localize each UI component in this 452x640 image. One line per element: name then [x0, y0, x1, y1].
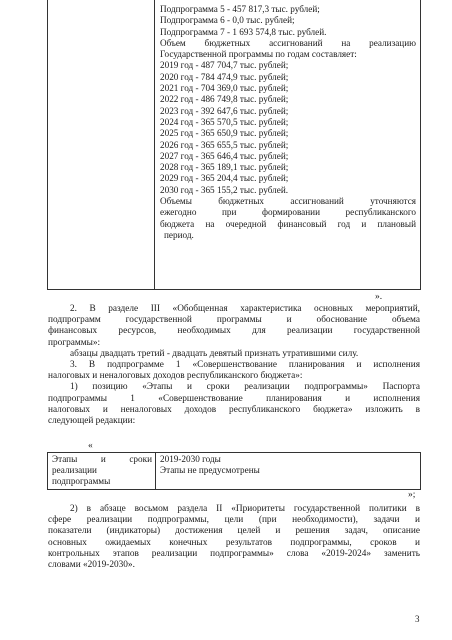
section-2-text: [48, 304, 420, 427]
opening-quote: «: [88, 441, 93, 451]
table-line: 2022 год - 486 749,8 тыс. рублей;: [160, 94, 289, 105]
cell-line: реализации: [52, 465, 97, 475]
cell-line: Этапы и сроки: [52, 454, 152, 464]
paragraph-line: сфере реализации подпрограммы, цели (при необходимости), задачи и: [48, 515, 420, 526]
section-last-text: [48, 504, 420, 571]
table-column-divider: [154, 0, 155, 289]
table-line: 2027 год - 365 646,4 тыс. рублей;: [160, 150, 289, 161]
paragraph-line: абзацы двадцать третий - двадцать девятый признать утратившими силу.: [70, 348, 359, 359]
table-line: бюджета на очередной финансовый год и плановый: [160, 218, 416, 229]
financing-text: [160, 4, 416, 241]
table-line: 2029 год - 365 204,4 тыс. рублей;: [160, 173, 289, 184]
paragraph-line: словами «2019-2030».: [48, 560, 135, 571]
paragraph-line: основных ожидаемых конечных результатов подпрограммы, сроков и: [48, 537, 420, 548]
paragraph-line: контрольных этапов реализации подпрограммы» слова «2019-2024» заменить: [48, 548, 420, 559]
closing-quote: ».: [375, 292, 383, 302]
table-line: 2025 год - 365 650,9 тыс. рублей;: [160, 128, 289, 139]
table-column-divider: [155, 453, 156, 489]
table-line: 2020 год - 784 474,9 тыс. рублей;: [160, 71, 289, 82]
table-line: 2021 год - 704 369,0 тыс. рублей;: [160, 83, 289, 94]
table-line: период.: [164, 229, 194, 240]
closing-quote: »;: [408, 490, 416, 500]
paragraph-line: подпрограмм государственной программы и обоснование объема: [48, 315, 420, 326]
paragraph-line: налоговых и неналоговых доходов республиканского бюджета»:: [48, 371, 303, 382]
table-line: 2019 год - 487 704,7 тыс. рублей;: [160, 60, 289, 71]
table-line: 2026 год - 365 655,5 тыс. рублей;: [160, 139, 289, 150]
table-line: Подпрограмма 7 - 1 693 574,8 тыс. рублей.: [160, 26, 327, 37]
paragraph-line: 3. В подпрограмме 1 «Совершенствование планирования и исполнения: [70, 360, 420, 371]
paragraph-line: следующей редакции:: [48, 416, 136, 427]
financing-table: [47, 0, 421, 290]
stages-value-cell: [160, 454, 410, 476]
paragraph-line: показатели (индикаторы) достижения целей и решения задач, описание: [48, 526, 420, 537]
table-line: 2024 год - 365 570,5 тыс. рублей;: [160, 116, 289, 127]
table-line: 2030 год - 365 155,2 тыс. рублей.: [160, 184, 289, 195]
table-line: Государственной программы по годам составляет:: [160, 49, 357, 60]
stages-table: [47, 452, 421, 490]
table-line: 2023 год - 392 647,6 тыс. рублей;: [160, 105, 289, 116]
cell-line: подпрограммы: [52, 476, 111, 486]
paragraph-line: налоговых и неналоговых доходов республиканского бюджета» изложить в: [48, 404, 420, 415]
paragraph-line: 1) позицию «Этапы и сроки реализации подпрограммы» Паспорта: [70, 382, 420, 393]
table-line: 2028 год - 365 189,1 тыс. рублей;: [160, 162, 289, 173]
table-line: Объем бюджетных ассигнований на реализацию: [160, 37, 416, 48]
paragraph-line: 2) в абзаце восьмом раздела II «Приоритеты государственной политики в: [70, 504, 420, 514]
stages-label-cell: [52, 454, 152, 487]
paragraph-line: финансовых ресурсов, необходимых для реализации государственной: [48, 326, 420, 337]
table-line: Объемы бюджетных ассигнований уточняются: [160, 196, 416, 207]
table-line: Подпрограмма 6 - 0,0 тыс. рублей;: [160, 15, 295, 26]
table-line: ежегодно при формировании республиканского: [160, 207, 416, 218]
paragraph-line: программы»:: [48, 337, 101, 348]
paragraph-line: подпрограммы 1 «Совершенствование планирования и исполнения: [48, 393, 420, 404]
cell-line: Этапы не предусмотрены: [160, 465, 260, 475]
table-line: Подпрограмма 5 - 457 817,3 тыс. рублей;: [160, 4, 320, 14]
cell-line: 2019-2030 годы: [160, 454, 221, 464]
page-number: 3: [415, 614, 420, 624]
paragraph-line: 2. В разделе III «Обобщенная характеристика основных мероприятий,: [70, 304, 420, 314]
